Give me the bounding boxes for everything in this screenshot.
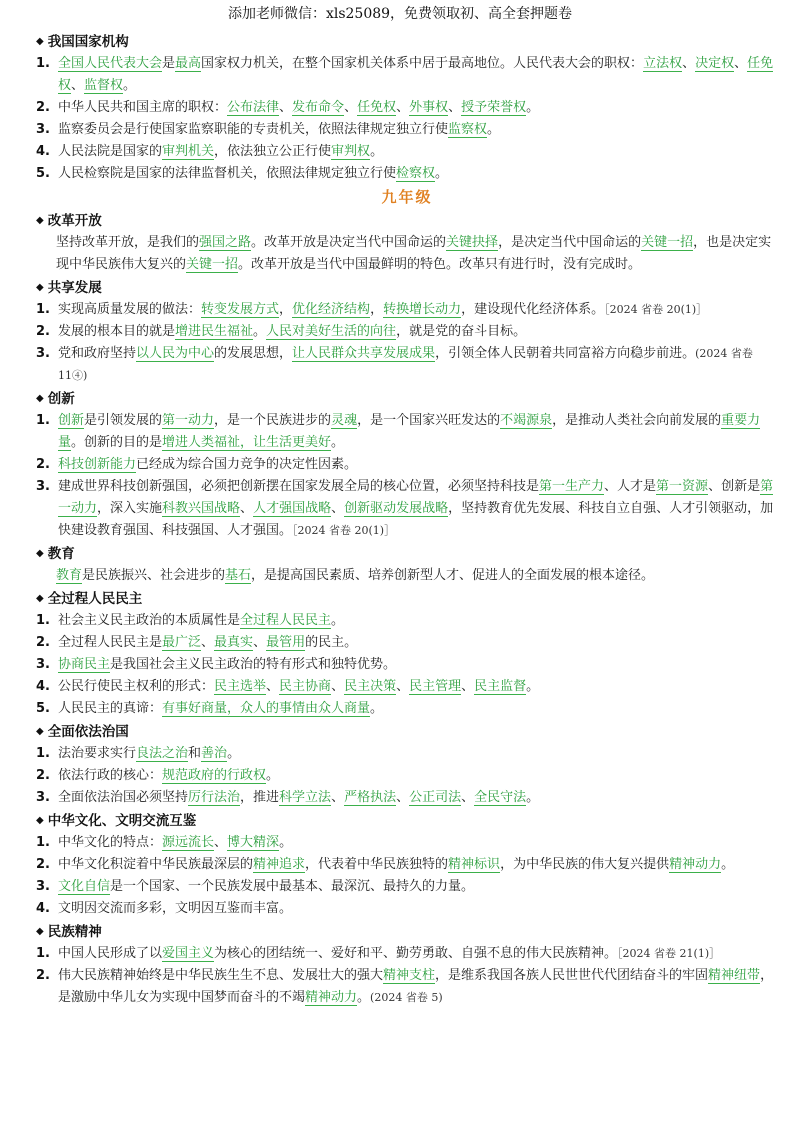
key-term: 精神标识 (448, 857, 501, 872)
key-term: 转变发展方式 (201, 302, 280, 317)
key-term: 协商民主 (58, 657, 111, 672)
list-item (36, 832, 778, 854)
section-title: ◆ 全面依法治国 (36, 721, 778, 743)
body-text: ，是一个国家兴旺发达的 (357, 413, 501, 428)
body-text: ，依法独立公正行使 (214, 144, 332, 159)
key-term: 监督权 (84, 78, 124, 93)
item-number: 2. (36, 457, 50, 472)
section-paragraph (36, 565, 778, 587)
list-item (36, 743, 778, 765)
body-text: 已经成为综合国力竞争的决定性因素。 (136, 457, 358, 472)
body-text: 中国人民形成了以 (58, 946, 163, 961)
body-text: ，是维系我国各族人民世世代代团结奋斗的牢固 (435, 968, 709, 983)
item-number: 2. (36, 968, 50, 983)
body-text: 人民法院是国家的 (58, 144, 163, 159)
item-text (58, 765, 778, 787)
key-term: 科技创新能力 (58, 457, 137, 472)
key-term: 外事权 (409, 100, 449, 115)
list-item (36, 97, 778, 119)
key-term: 文化自信 (58, 879, 111, 894)
key-term: 源远流长 (162, 835, 215, 850)
body-text: 监察委员会是行使国家监察职能的专责机关，依照法律规定独立行使 (58, 122, 449, 137)
list-item (36, 898, 778, 920)
item-number: 2. (36, 635, 50, 650)
key-term: 第一动力 (58, 479, 774, 516)
body-text: 的民主。 (305, 635, 358, 650)
item-text (58, 119, 778, 141)
key-term: 精神动力 (669, 857, 722, 872)
key-term: 监察权 (448, 122, 488, 137)
exam-reference: ［2024 省卷 20(1)］ (292, 524, 396, 537)
section-title: ◆ 民族精神 (36, 921, 778, 943)
body-text: ， (279, 302, 293, 317)
diamond-bullet-icon: ◆ (36, 926, 44, 937)
section-items (36, 53, 778, 185)
item-text (58, 299, 778, 321)
item-text (58, 53, 778, 97)
body-text: 、 (331, 679, 345, 694)
list-item (36, 610, 778, 632)
body-text: 和 (188, 746, 202, 761)
section-title: ◆ 全过程人民民主 (36, 588, 778, 610)
list-item (36, 299, 778, 321)
body-text: ，是一个民族进步的 (214, 413, 332, 428)
item-text (58, 141, 778, 163)
item-number: 1. (36, 613, 50, 628)
key-term: 有事好商量，众人的事情由众人商量 (162, 701, 371, 716)
list-item (36, 410, 778, 454)
key-term: 创新 (58, 413, 85, 428)
list-item (36, 321, 778, 343)
body-text: 中华人民共和国主席的职权： (58, 100, 228, 115)
body-text: 人民民主的真谛： (58, 701, 163, 716)
body-text: 、 (331, 501, 345, 516)
body-text: 国家权力机关，在整个国家机关体系中居于最高地位。人民代表大会的职权： (201, 56, 644, 71)
key-term: 最管用 (266, 635, 306, 650)
key-term: 精神纽带 (708, 968, 761, 983)
key-term: 公正司法 (409, 790, 462, 805)
section-items (36, 743, 778, 809)
item-number: 1. (36, 835, 50, 850)
item-number: 2. (36, 100, 50, 115)
key-term: 关键抉择 (446, 235, 499, 250)
item-number: 3. (36, 479, 50, 494)
item-number: 1. (36, 302, 50, 317)
list-item (36, 676, 778, 698)
key-term: 第一资源 (656, 479, 709, 494)
body-text: 。 (123, 78, 137, 93)
body-text: 、创新是 (708, 479, 761, 494)
key-term: 精神支柱 (383, 968, 436, 983)
body-text: 。 (266, 768, 280, 783)
key-term: 决定权 (695, 56, 735, 71)
item-number: 5. (36, 166, 50, 181)
key-term: 增进民生福祉 (175, 324, 254, 339)
item-text (58, 898, 778, 920)
list-item (36, 765, 778, 787)
key-term: 全过程人民民主 (240, 613, 332, 628)
key-term: 检察权 (396, 166, 436, 181)
key-term: 全国人民代表大会 (58, 56, 163, 71)
key-term: 增进人类福祉，让生活更美好 (162, 435, 332, 450)
body-text: ，引领全体人民朝着共同富裕方向稳步前进。 (435, 346, 696, 361)
key-term: 最真实 (214, 635, 254, 650)
key-term: 任免权 (58, 56, 774, 93)
section-items (36, 943, 778, 1009)
item-text (58, 832, 778, 854)
body-text: 、 (279, 100, 293, 115)
item-number: 1. (36, 946, 50, 961)
body-text: 。 (721, 857, 735, 872)
item-text (58, 410, 778, 454)
key-term: 第一生产力 (539, 479, 605, 494)
section-title: ◆ 改革开放 (36, 210, 778, 232)
body-text: 、 (396, 790, 410, 805)
watermark-header: 添加老师微信：xls25089，免费领取初、高全套押题卷 (227, 6, 573, 22)
key-term: 善治 (201, 746, 228, 761)
key-term: 精神动力 (305, 990, 358, 1005)
list-item (36, 476, 778, 542)
body-text: 是 (162, 56, 176, 71)
exam-reference: (2024 省卷 5) (370, 991, 443, 1004)
body-text: 是引领发展的 (84, 413, 163, 428)
body-text: ，是决定当代中国命运的 (498, 235, 642, 250)
exam-reference: ［2024 省卷 21(1)］ (617, 947, 721, 960)
key-term: 规范政府的行政权 (162, 768, 267, 783)
key-term: 良法之治 (136, 746, 189, 761)
key-term: 人才强国战略 (253, 501, 332, 516)
item-number: 1. (36, 56, 50, 71)
item-number: 1. (36, 746, 50, 761)
list-item (36, 854, 778, 876)
list-item (36, 454, 778, 476)
item-text (58, 854, 778, 876)
item-text (58, 97, 778, 119)
diamond-bullet-icon: ◆ (36, 815, 44, 826)
key-term: 民主监督 (474, 679, 527, 694)
body-text: 、 (240, 501, 254, 516)
key-term: 审判机关 (162, 144, 215, 159)
body-text: 。 (526, 679, 540, 694)
item-number: 4. (36, 679, 50, 694)
body-text: 。改革开放是决定当代中国命运的 (251, 235, 447, 250)
key-term: 强国之路 (199, 235, 252, 250)
body-text: 党和政府坚持 (58, 346, 137, 361)
key-term: 第一动力 (162, 413, 215, 428)
key-term: 授予荣誉权 (461, 100, 527, 115)
section-title: ◆ 共享发展 (36, 277, 778, 299)
section-items (36, 299, 778, 387)
key-term: 科教兴国战略 (162, 501, 241, 516)
item-text (58, 965, 778, 1009)
list-item (36, 141, 778, 163)
body-text: 、 (682, 56, 696, 71)
item-number: 5. (36, 701, 50, 716)
body-text: 为核心的团结统一、爱好和平、勤劳勇敢、自强不息的伟大民族精神。 (214, 946, 618, 961)
body-text: 是民族振兴、社会进步的 (82, 568, 226, 583)
item-text (58, 943, 778, 965)
item-text (58, 654, 778, 676)
item-text (58, 454, 778, 476)
body-text: 社会主义民主政治的本质属性是 (58, 613, 241, 628)
item-number: 3. (36, 122, 50, 137)
body-text: 。 (253, 324, 267, 339)
body-text: 、 (71, 78, 85, 93)
body-text: 。 (357, 990, 371, 1005)
key-term: 立法权 (643, 56, 683, 71)
body-text: 、 (266, 679, 280, 694)
body-text: 、 (253, 635, 267, 650)
item-text (58, 343, 778, 387)
list-item (36, 943, 778, 965)
list-item (36, 343, 778, 387)
key-term: 民主管理 (409, 679, 462, 694)
section-items (36, 410, 778, 542)
body-text: 依法行政的核心： (58, 768, 163, 783)
body-text: 。 (370, 144, 384, 159)
key-term: 人民对美好生活的向往 (266, 324, 397, 339)
list-item (36, 965, 778, 1009)
body-text: 。改革开放是当代中国最鲜明的特色。改革只有进行时，没有完成时。 (238, 257, 642, 272)
key-term: 严格执法 (344, 790, 397, 805)
list-item (36, 876, 778, 898)
body-text: 。 (331, 613, 345, 628)
item-text (58, 476, 778, 542)
item-number: 4. (36, 901, 50, 916)
item-text (58, 632, 778, 654)
key-term: 审判权 (331, 144, 371, 159)
section-title: ◆ 我国国家机构 (36, 31, 778, 53)
list-item (36, 654, 778, 676)
body-text: 伟大民族精神始终是中华民族生生不息、发展壮大的强大 (58, 968, 384, 983)
body-text: 全过程人民民主是 (58, 635, 163, 650)
body-text: 人民检察院是国家的法律监督机关，依照法律规定独立行使 (58, 166, 397, 181)
item-text (58, 610, 778, 632)
key-term: 创新驱动发展战略 (344, 501, 449, 516)
body-text: 。创新的目的是 (71, 435, 163, 450)
section-title: ◆ 教育 (36, 543, 778, 565)
list-item (36, 163, 778, 185)
item-text (58, 163, 778, 185)
document-body (36, 30, 778, 1009)
item-number: 3. (36, 790, 50, 805)
grade-title: 九年级 (381, 188, 433, 206)
body-text: ，是推动人类社会向前发展的 (552, 413, 722, 428)
key-term: 教育 (56, 568, 83, 583)
section-items (36, 832, 778, 920)
key-term: 最高 (175, 56, 202, 71)
key-term: 公布法律 (227, 100, 280, 115)
key-term: 让人民群众共享发展成果 (292, 346, 436, 361)
body-text: ，代表着中华民族独特的 (305, 857, 449, 872)
body-text: 法治要求实行 (58, 746, 137, 761)
item-text (58, 698, 778, 720)
body-text: 。 (526, 100, 540, 115)
diamond-bullet-icon: ◆ (36, 726, 44, 737)
body-text: 建成世界科技创新强国，必须把创新摆在国家发展全局的核心位置，必须坚持科技是 (58, 479, 540, 494)
list-item (36, 119, 778, 141)
diamond-bullet-icon: ◆ (36, 393, 44, 404)
section-paragraph (36, 232, 778, 276)
item-number: 4. (36, 144, 50, 159)
key-term: 全民守法 (474, 790, 527, 805)
key-term: 关键一招 (641, 235, 694, 250)
diamond-bullet-icon: ◆ (36, 282, 44, 293)
item-number: 3. (36, 879, 50, 894)
key-term: 灵魂 (331, 413, 358, 428)
key-term: 优化经济结构 (292, 302, 371, 317)
body-text: ，就是党的奋斗目标。 (396, 324, 527, 339)
body-text: 、 (448, 100, 462, 115)
key-term: 重要力量 (58, 413, 761, 450)
body-text: 。 (526, 790, 540, 805)
body-text: ，也是决定实现中华民族伟大复兴的 (56, 235, 772, 272)
body-text: 、 (734, 56, 748, 71)
body-text: 发展的根本目的就是 (58, 324, 176, 339)
body-text: 中华文化积淀着中华民族最深层的 (58, 857, 254, 872)
body-text: ，坚持教育优先发展、科技自立自强、人才引领驱动，加快建设教育强国、科技强国、人才强国。 (58, 501, 774, 538)
item-number: 3. (36, 346, 50, 361)
body-text: 。 (331, 435, 345, 450)
body-text: 全面依法治国必须坚持 (58, 790, 189, 805)
body-text: 、 (201, 635, 215, 650)
item-number: 2. (36, 768, 50, 783)
item-number: 1. (36, 413, 50, 428)
body-text: 。 (279, 835, 293, 850)
key-term: 精神追求 (253, 857, 306, 872)
body-text: 中华文化的特点： (58, 835, 163, 850)
body-text: 。 (435, 166, 449, 181)
item-number: 2. (36, 857, 50, 872)
body-text: ，推进 (240, 790, 280, 805)
item-number: 3. (36, 657, 50, 672)
list-item (36, 632, 778, 654)
exam-reference: ［2024 省卷 20(1)］ (604, 303, 708, 316)
diamond-bullet-icon: ◆ (36, 548, 44, 559)
item-text (58, 787, 778, 809)
list-item (36, 787, 778, 809)
body-text: 、 (331, 790, 345, 805)
item-number: 2. (36, 324, 50, 339)
body-text: 。 (487, 122, 501, 137)
body-text: 。 (227, 746, 241, 761)
body-text: 实现高质量发展的做法： (58, 302, 202, 317)
key-term: 科学立法 (279, 790, 332, 805)
key-term: 不竭源泉 (500, 413, 553, 428)
body-text: 、 (396, 100, 410, 115)
body-text: ，建设现代化经济体系。 (461, 302, 605, 317)
body-text: 、 (461, 679, 475, 694)
body-text: 公民行使民主权利的形式： (58, 679, 215, 694)
diamond-bullet-icon: ◆ (36, 36, 44, 47)
body-text: ，深入实施 (97, 501, 163, 516)
body-text: ， (370, 302, 384, 317)
body-text: 、 (214, 835, 228, 850)
section-title: ◆ 创新 (36, 388, 778, 410)
section-title: ◆ 中华文化、文明交流互鉴 (36, 810, 778, 832)
body-text: 、 (396, 679, 410, 694)
key-term: 基石 (225, 568, 252, 583)
key-term: 民主协商 (279, 679, 332, 694)
key-term: 任免权 (357, 100, 397, 115)
body-text: 是我国社会主义民主政治的特有形式和独特优势。 (110, 657, 397, 672)
body-text: ，是提高国民素质、培养创新型人才、促进人的全面发展的根本途径。 (251, 568, 655, 583)
body-text: 文明因交流而多彩，文明因互鉴而丰富。 (58, 901, 293, 916)
body-text: 是一个国家、一个民族发展中最基本、最深沉、最持久的力量。 (110, 879, 475, 894)
body-text: 、 (461, 790, 475, 805)
key-term: 民主选举 (214, 679, 267, 694)
key-term: 厉行法治 (188, 790, 241, 805)
exam-reference: (2024 省卷 11④) (58, 347, 753, 382)
body-text: 的发展思想， (214, 346, 293, 361)
key-term: 博大精深 (227, 835, 280, 850)
item-text (58, 743, 778, 765)
key-term: 民主决策 (344, 679, 397, 694)
list-item (36, 698, 778, 720)
diamond-bullet-icon: ◆ (36, 593, 44, 604)
body-text: 、人才是 (604, 479, 657, 494)
item-text (58, 321, 778, 343)
body-text: 、 (344, 100, 358, 115)
body-text: 坚持改革开放，是我们的 (56, 235, 200, 250)
body-text: 。 (370, 701, 384, 716)
key-term: 发布命令 (292, 100, 345, 115)
section-items (36, 610, 778, 720)
key-term: 最广泛 (162, 635, 202, 650)
key-term: 以人民为中心 (136, 346, 215, 361)
item-text (58, 876, 778, 898)
body-text: ，是激励中华儿女为实现中国梦而奋斗的不竭 (58, 968, 774, 1005)
list-item (36, 53, 778, 97)
item-text (58, 676, 778, 698)
key-term: 关键一招 (186, 257, 239, 272)
body-text: ，为中华民族的伟大复兴提供 (500, 857, 670, 872)
key-term: 爱国主义 (162, 946, 215, 961)
diamond-bullet-icon: ◆ (36, 215, 44, 226)
key-term: 转换增长动力 (383, 302, 462, 317)
